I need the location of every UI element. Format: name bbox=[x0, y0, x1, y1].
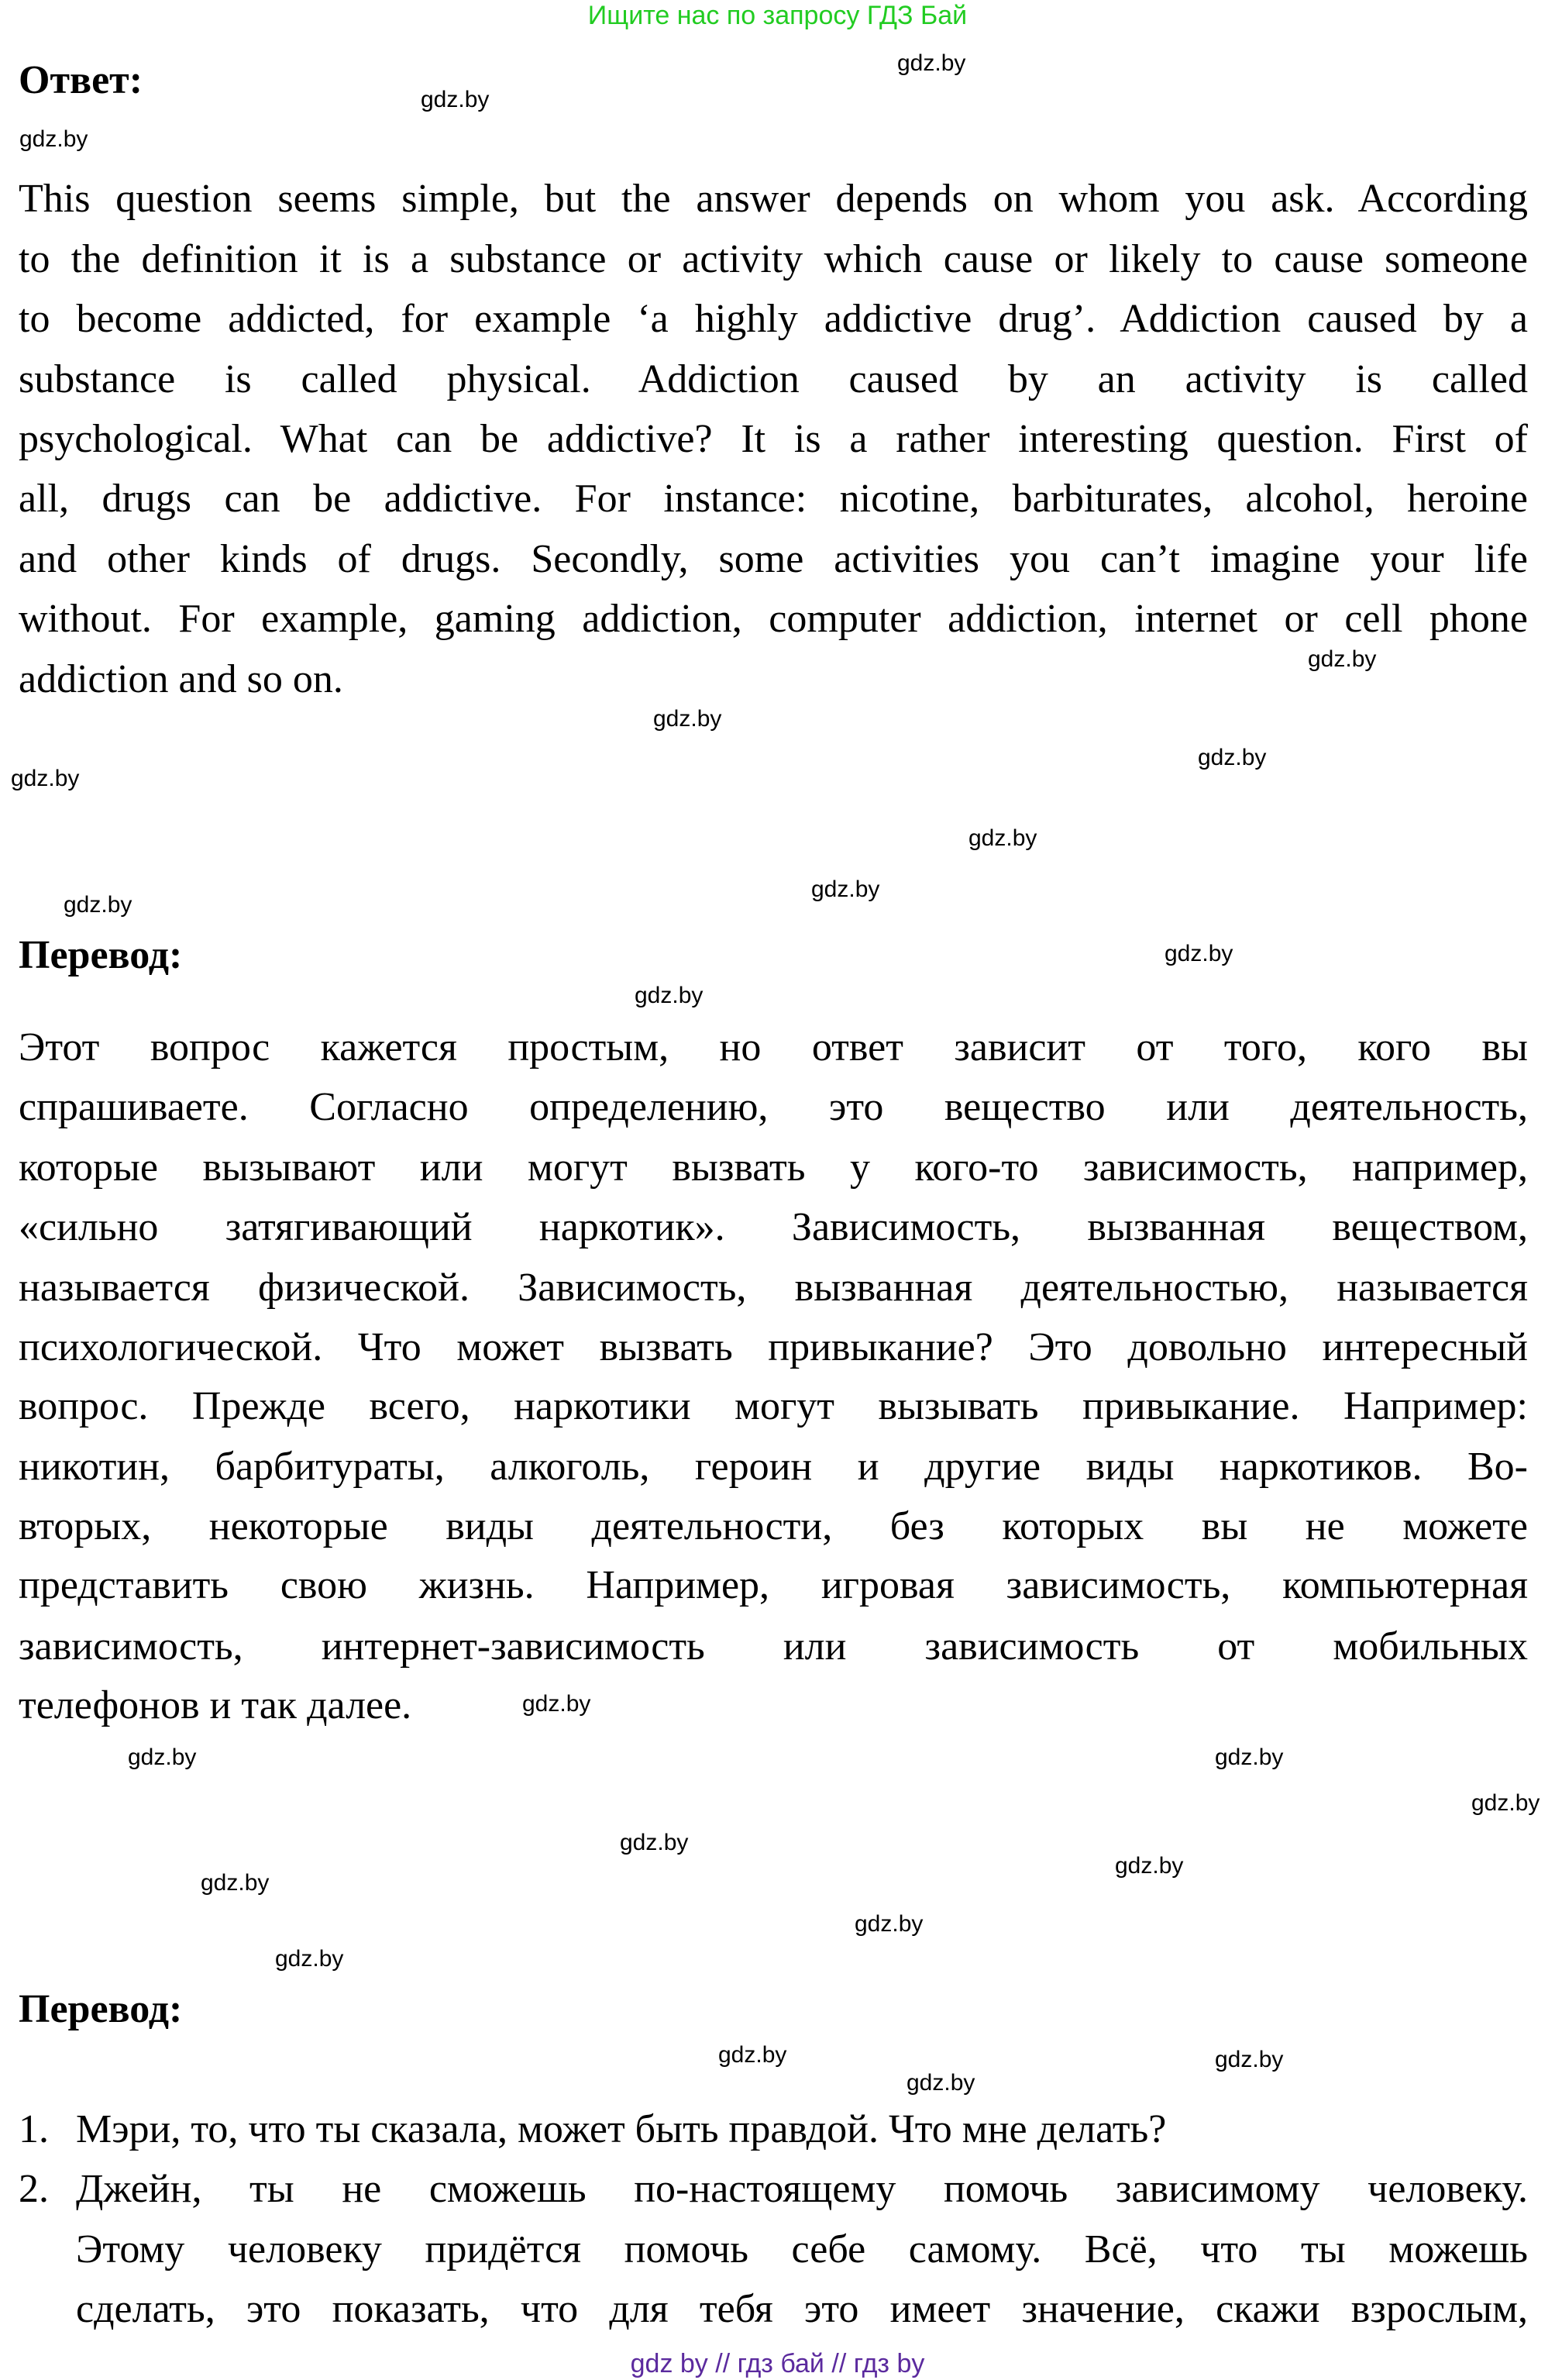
watermark: gdz.by bbox=[11, 766, 80, 791]
translation-line: называется физической. Зависимость, вызванная деятельностью, называется bbox=[19, 1266, 1528, 1310]
answer-line: psychological. What can be addictive? It is a rather interesting question. First of bbox=[19, 417, 1528, 461]
answer-line: without. For example, gaming addiction, computer addiction, internet or cell phone bbox=[19, 597, 1528, 641]
list-number: 1. bbox=[19, 2107, 49, 2151]
watermark: gdz.by bbox=[201, 1870, 270, 1896]
translation-line: которые вызывают или могут вызвать у кого-то зависимость, например, bbox=[19, 1145, 1528, 1190]
watermark: gdz.by bbox=[421, 87, 490, 112]
watermark: gdz.by bbox=[897, 50, 966, 76]
header-banner[interactable]: Ищите нас по запросу ГДЗ Бай bbox=[587, 1, 968, 30]
watermark: gdz.by bbox=[718, 2042, 787, 2068]
translation-line: никотин, барбитураты, алкоголь, героин и другие виды наркотиков. Во- bbox=[19, 1445, 1528, 1489]
answer-line: all, drugs can be addictive. For instance: nicotine, barbiturates, alcohol, heroine bbox=[19, 477, 1528, 521]
translation-line: Этот вопрос кажется простым, но ответ зависит от того, кого вы bbox=[19, 1025, 1528, 1069]
watermark: gdz.by bbox=[855, 1911, 924, 1937]
watermark: gdz.by bbox=[811, 877, 880, 902]
list-item-line: сделать, это показать, что для тебя это имеет значение, скажи взрослым, bbox=[76, 2287, 1528, 2331]
translation-heading-2: Перевод: bbox=[19, 1987, 183, 2031]
list-item-line: Этому человеку придётся помочь себе самому. Всё, что ты можешь bbox=[76, 2227, 1528, 2272]
watermark: gdz.by bbox=[1115, 1853, 1184, 1879]
watermark: gdz.by bbox=[1165, 941, 1233, 966]
watermark: gdz.by bbox=[522, 1691, 591, 1717]
watermark: gdz.by bbox=[1198, 745, 1267, 770]
translation-heading: Перевод: bbox=[19, 933, 183, 977]
answer-line: substance is called physical. Addiction caused by an activity is called bbox=[19, 357, 1528, 401]
watermark: gdz.by bbox=[653, 706, 722, 732]
watermark: gdz.by bbox=[275, 1946, 344, 1972]
answer-line: addiction and so on. bbox=[19, 657, 343, 701]
translation-line: телефонов и так далее. bbox=[19, 1683, 412, 1727]
footer-links[interactable]: gdz by // гдз бай // гдз by bbox=[630, 2349, 925, 2378]
watermark: gdz.by bbox=[620, 1830, 689, 1855]
watermark: gdz.by bbox=[128, 1745, 197, 1770]
watermark: gdz.by bbox=[19, 126, 88, 152]
translation-line: спрашиваете. Согласно определению, это вещество или деятельность, bbox=[19, 1085, 1528, 1129]
answer-line: to become addicted, for example ‘a highly addictive drug’. Addiction caused by a bbox=[19, 297, 1528, 341]
list-item-line: Мэри, то, что ты сказала, может быть правдой. Что мне делать? bbox=[76, 2107, 1167, 2151]
translation-line: зависимость, интернет-зависимость или зависимость от мобильных bbox=[19, 1624, 1528, 1669]
answer-line: This question seems simple, but the answer depends on whom you ask. According bbox=[19, 177, 1528, 221]
translation-line: представить свою жизнь. Например, игровая зависимость, компьютерная bbox=[19, 1563, 1528, 1607]
watermark: gdz.by bbox=[1308, 646, 1377, 672]
list-item-line: Джейн, ты не сможешь по-настоящему помочь зависимому человеку. bbox=[76, 2167, 1528, 2211]
translation-line: вопрос. Прежде всего, наркотики могут вызывать привыкание. Например: bbox=[19, 1384, 1528, 1428]
watermark: gdz.by bbox=[968, 825, 1037, 851]
watermark: gdz.by bbox=[1471, 1790, 1540, 1816]
watermark: gdz.by bbox=[1215, 1745, 1284, 1770]
answer-line: and other kinds of drugs. Secondly, some activities you can’t imagine your life bbox=[19, 537, 1528, 581]
answer-line: to the definition it is a substance or activity which cause or likely to cause someone bbox=[19, 237, 1528, 281]
answer-heading: Ответ: bbox=[19, 58, 143, 102]
watermark: gdz.by bbox=[1215, 2047, 1284, 2072]
translation-line: «сильно затягивающий наркотик». Зависимость, вызванная веществом, bbox=[19, 1205, 1528, 1249]
list-number: 2. bbox=[19, 2167, 49, 2211]
watermark: gdz.by bbox=[64, 892, 132, 918]
watermark: gdz.by bbox=[635, 983, 704, 1008]
translation-line: вторых, некоторые виды деятельности, без которых вы не можете bbox=[19, 1504, 1528, 1548]
watermark: gdz.by bbox=[907, 2070, 975, 2096]
translation-line: психологической. Что может вызвать привыкание? Это довольно интересный bbox=[19, 1325, 1528, 1369]
